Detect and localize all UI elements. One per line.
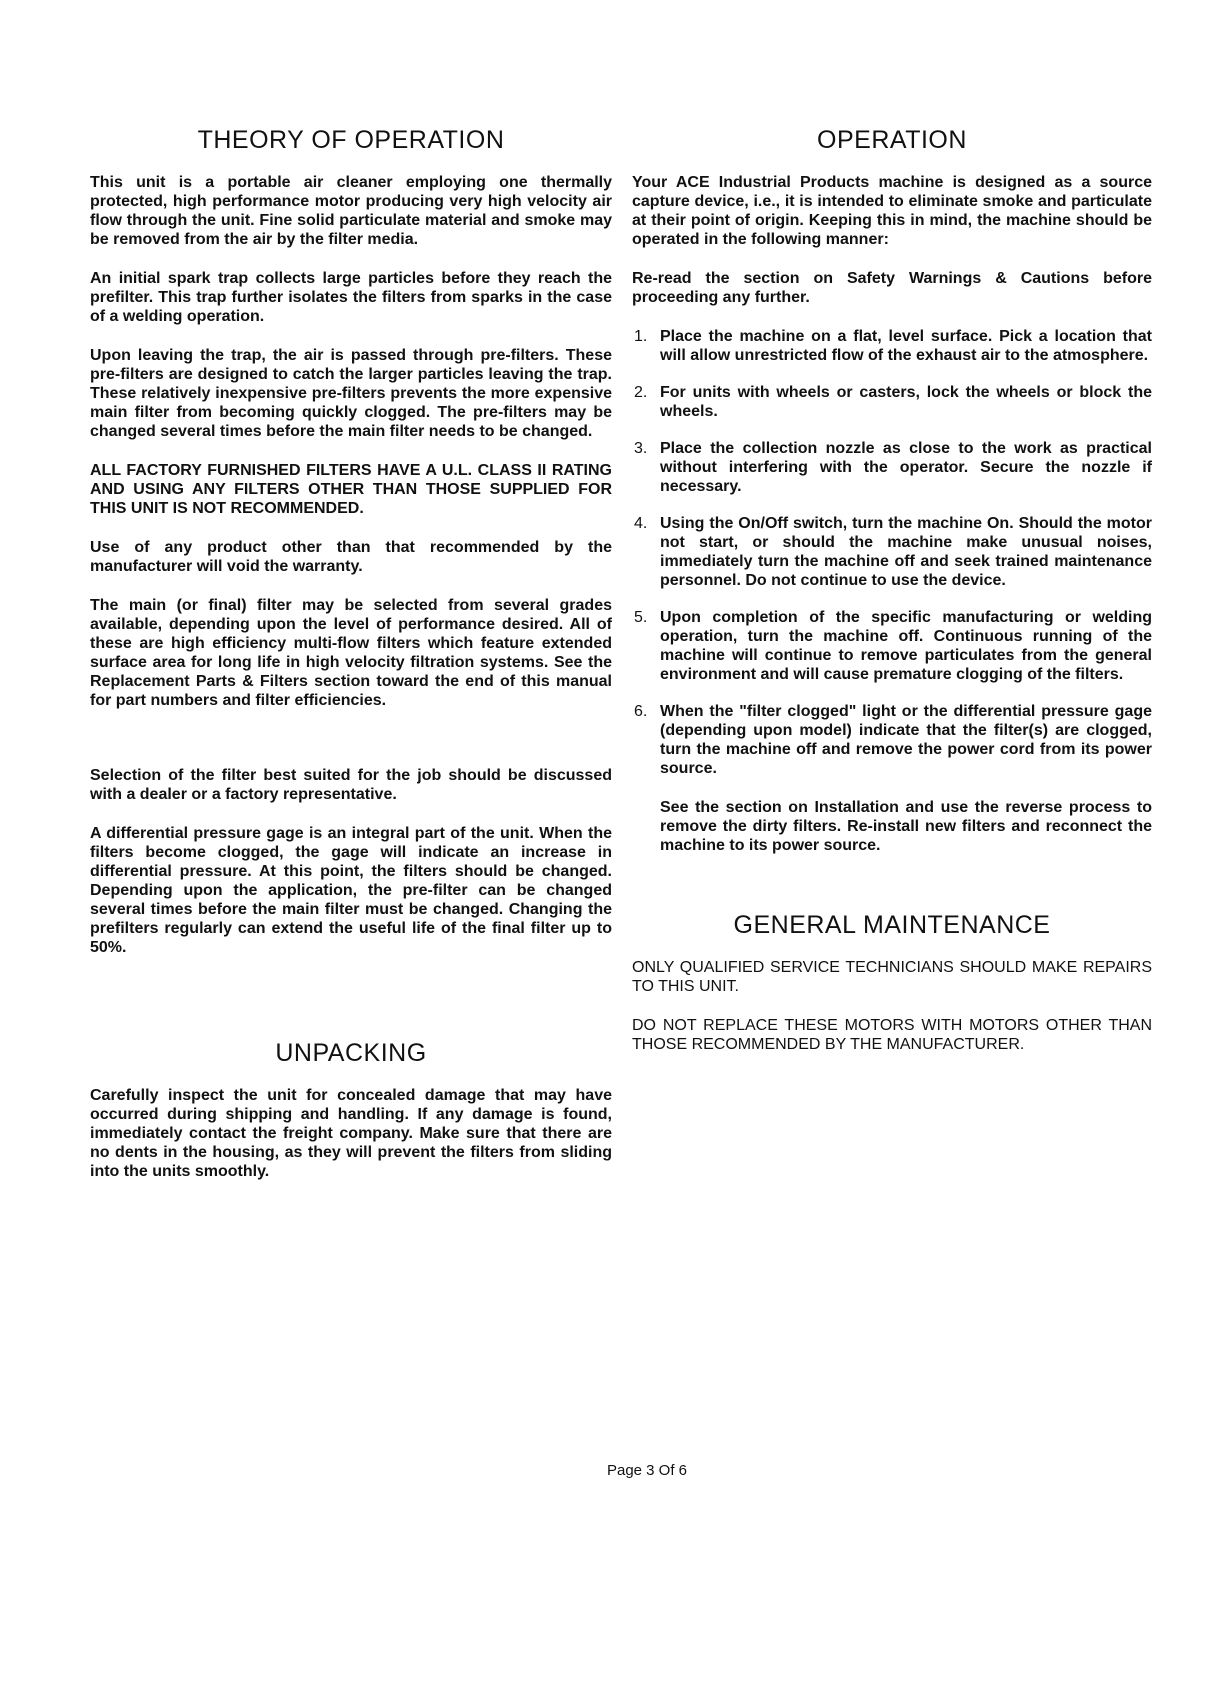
filter-rating-warning: ALL FACTORY FURNISHED FILTERS HAVE A U.L. CLASS II RATING AND USING ANY FILTERS OTHER THAN THOSE SUPPLIED FOR THIS UNIT IS NOT RECOMMENDED. [90, 462, 612, 517]
step-number: 3. [634, 440, 648, 457]
step-text: For units with wheels or casters, lock the wheels or block the wheels. [660, 384, 1152, 420]
theory-paragraph-2: An initial spark trap collects large particles before they reach the prefilter. This trap further isolates the filters from sparks in the case of a welding operation. [90, 270, 612, 325]
theory-paragraph-8: A differential pressure gage is an integral part of the unit. When the filters become clogged, the gage will indicate an increase in differential pressure. At this point, the filters should be changed. Depending upon the application, the pre-filter can be changed several times before the main filter must be changed. Changing the prefilters regularly can extend the useful life of the final filter up to 50%. [90, 825, 612, 956]
step-number: 2. [634, 384, 648, 401]
step-number: 4. [634, 515, 648, 532]
step-number: 5. [634, 609, 648, 626]
step-text: Place the machine on a flat, level surface. Pick a location that will allow unrestricted flow of the exhaust air to the atmosphere. [660, 328, 1152, 364]
operation-step [632, 439, 1152, 496]
step-number: 1. [634, 328, 648, 345]
spacer [90, 730, 612, 766]
spacer [90, 977, 612, 1039]
operation-steps [632, 327, 1152, 778]
step-text: Place the collection nozzle as close to the work as practical without interfering with the operator. Secure the nozzle if necessary. [660, 440, 1152, 495]
operation-step [632, 383, 1152, 421]
theory-heading: THEORY OF OPERATION [197, 126, 505, 154]
right-column [632, 126, 1152, 1074]
unpacking-heading: UNPACKING [275, 1039, 427, 1067]
theory-paragraph-1: This unit is a portable air cleaner employing one thermally protected, high performance motor producing very high velocity air flow through the unit. Fine solid particulate material and smoke may be removed from the air by the filter media. [90, 174, 612, 248]
operation-note: See the section on Installation and use the reverse process to remove the dirty filters. Re-install new filters and reconnect the machine to its power source. [660, 799, 1152, 854]
warranty-notice: Use of any product other than that recommended by the manufacturer will void the warranty. [90, 539, 612, 575]
maintenance-paragraph-1: ONLY QUALIFIED SERVICE TECHNICIANS SHOULD MAKE REPAIRS TO THIS UNIT. [632, 959, 1152, 995]
operation-step [632, 702, 1152, 778]
step-text: When the "filter clogged" light or the differential pressure gage (depending upon model) indicate that the filter(s) are clogged, turn the machine off and remove the power cord from its power source. [660, 703, 1152, 777]
operation-paragraph-2: Re-read the section on Safety Warnings & Cautions before proceeding any further. [632, 270, 1152, 306]
theory-paragraph-6: The main (or final) filter may be selected from several grades available, depending upon the level of performance desired. All of these are high efficiency multi-flow filters which feature extended surface area for long life in high velocity filtration systems. See the Replacement Parts & Filters section toward the end of this manual for part numbers and filter efficiencies. [90, 597, 612, 709]
step-text: Using the On/Off switch, turn the machine On. Should the motor not start, or should the machine make unusual noises, immediately turn the machine off and seek trained maintenance personnel. Do not continue to use the device. [660, 515, 1152, 589]
unpacking-paragraph: Carefully inspect the unit for concealed damage that may have occurred during shipping and handling. If any damage is found, immediately contact the freight company. Make sure that there are no dents in the housing, as they will prevent the filters from sliding into the units smoothly. [90, 1087, 612, 1180]
page-footer [0, 1462, 1224, 1479]
page-number: Page 3 Of 6 [606, 1462, 688, 1479]
operation-step [632, 608, 1152, 684]
maintenance-paragraph-2: DO NOT REPLACE THESE MOTORS WITH MOTORS OTHER THAN THOSE RECOMMENDED BY THE MANUFACTURER. [632, 1017, 1152, 1053]
maintenance-heading: GENERAL MAINTENANCE [733, 911, 1051, 939]
operation-step [632, 514, 1152, 590]
operation-heading: OPERATION [817, 126, 967, 154]
theory-paragraph-7: Selection of the filter best suited for the job should be discussed with a dealer or a factory representative. [90, 767, 612, 803]
spacer [632, 875, 1152, 911]
operation-step [632, 327, 1152, 365]
left-column [90, 126, 612, 1201]
operation-paragraph-1: Your ACE Industrial Products machine is designed as a source capture device, i.e., it is intended to eliminate smoke and particulate at their point of origin. Keeping this in mind, the machine should be operated in the following manner: [632, 174, 1152, 248]
step-number: 6. [634, 703, 648, 720]
step-text: Upon completion of the specific manufacturing or welding operation, turn the machine off. Continuous running of the machine will continue to remove particulates from the general environment and will cause premature clogging of the filters. [660, 609, 1152, 683]
theory-paragraph-3: Upon leaving the trap, the air is passed through pre-filters. These pre-filters are designed to catch the larger particles leaving the trap. These relatively inexpensive pre-filters prevents the more expensive main filter from becoming quickly clogged. The pre-filters may be changed several times before the main filter needs to be changed. [90, 347, 612, 440]
